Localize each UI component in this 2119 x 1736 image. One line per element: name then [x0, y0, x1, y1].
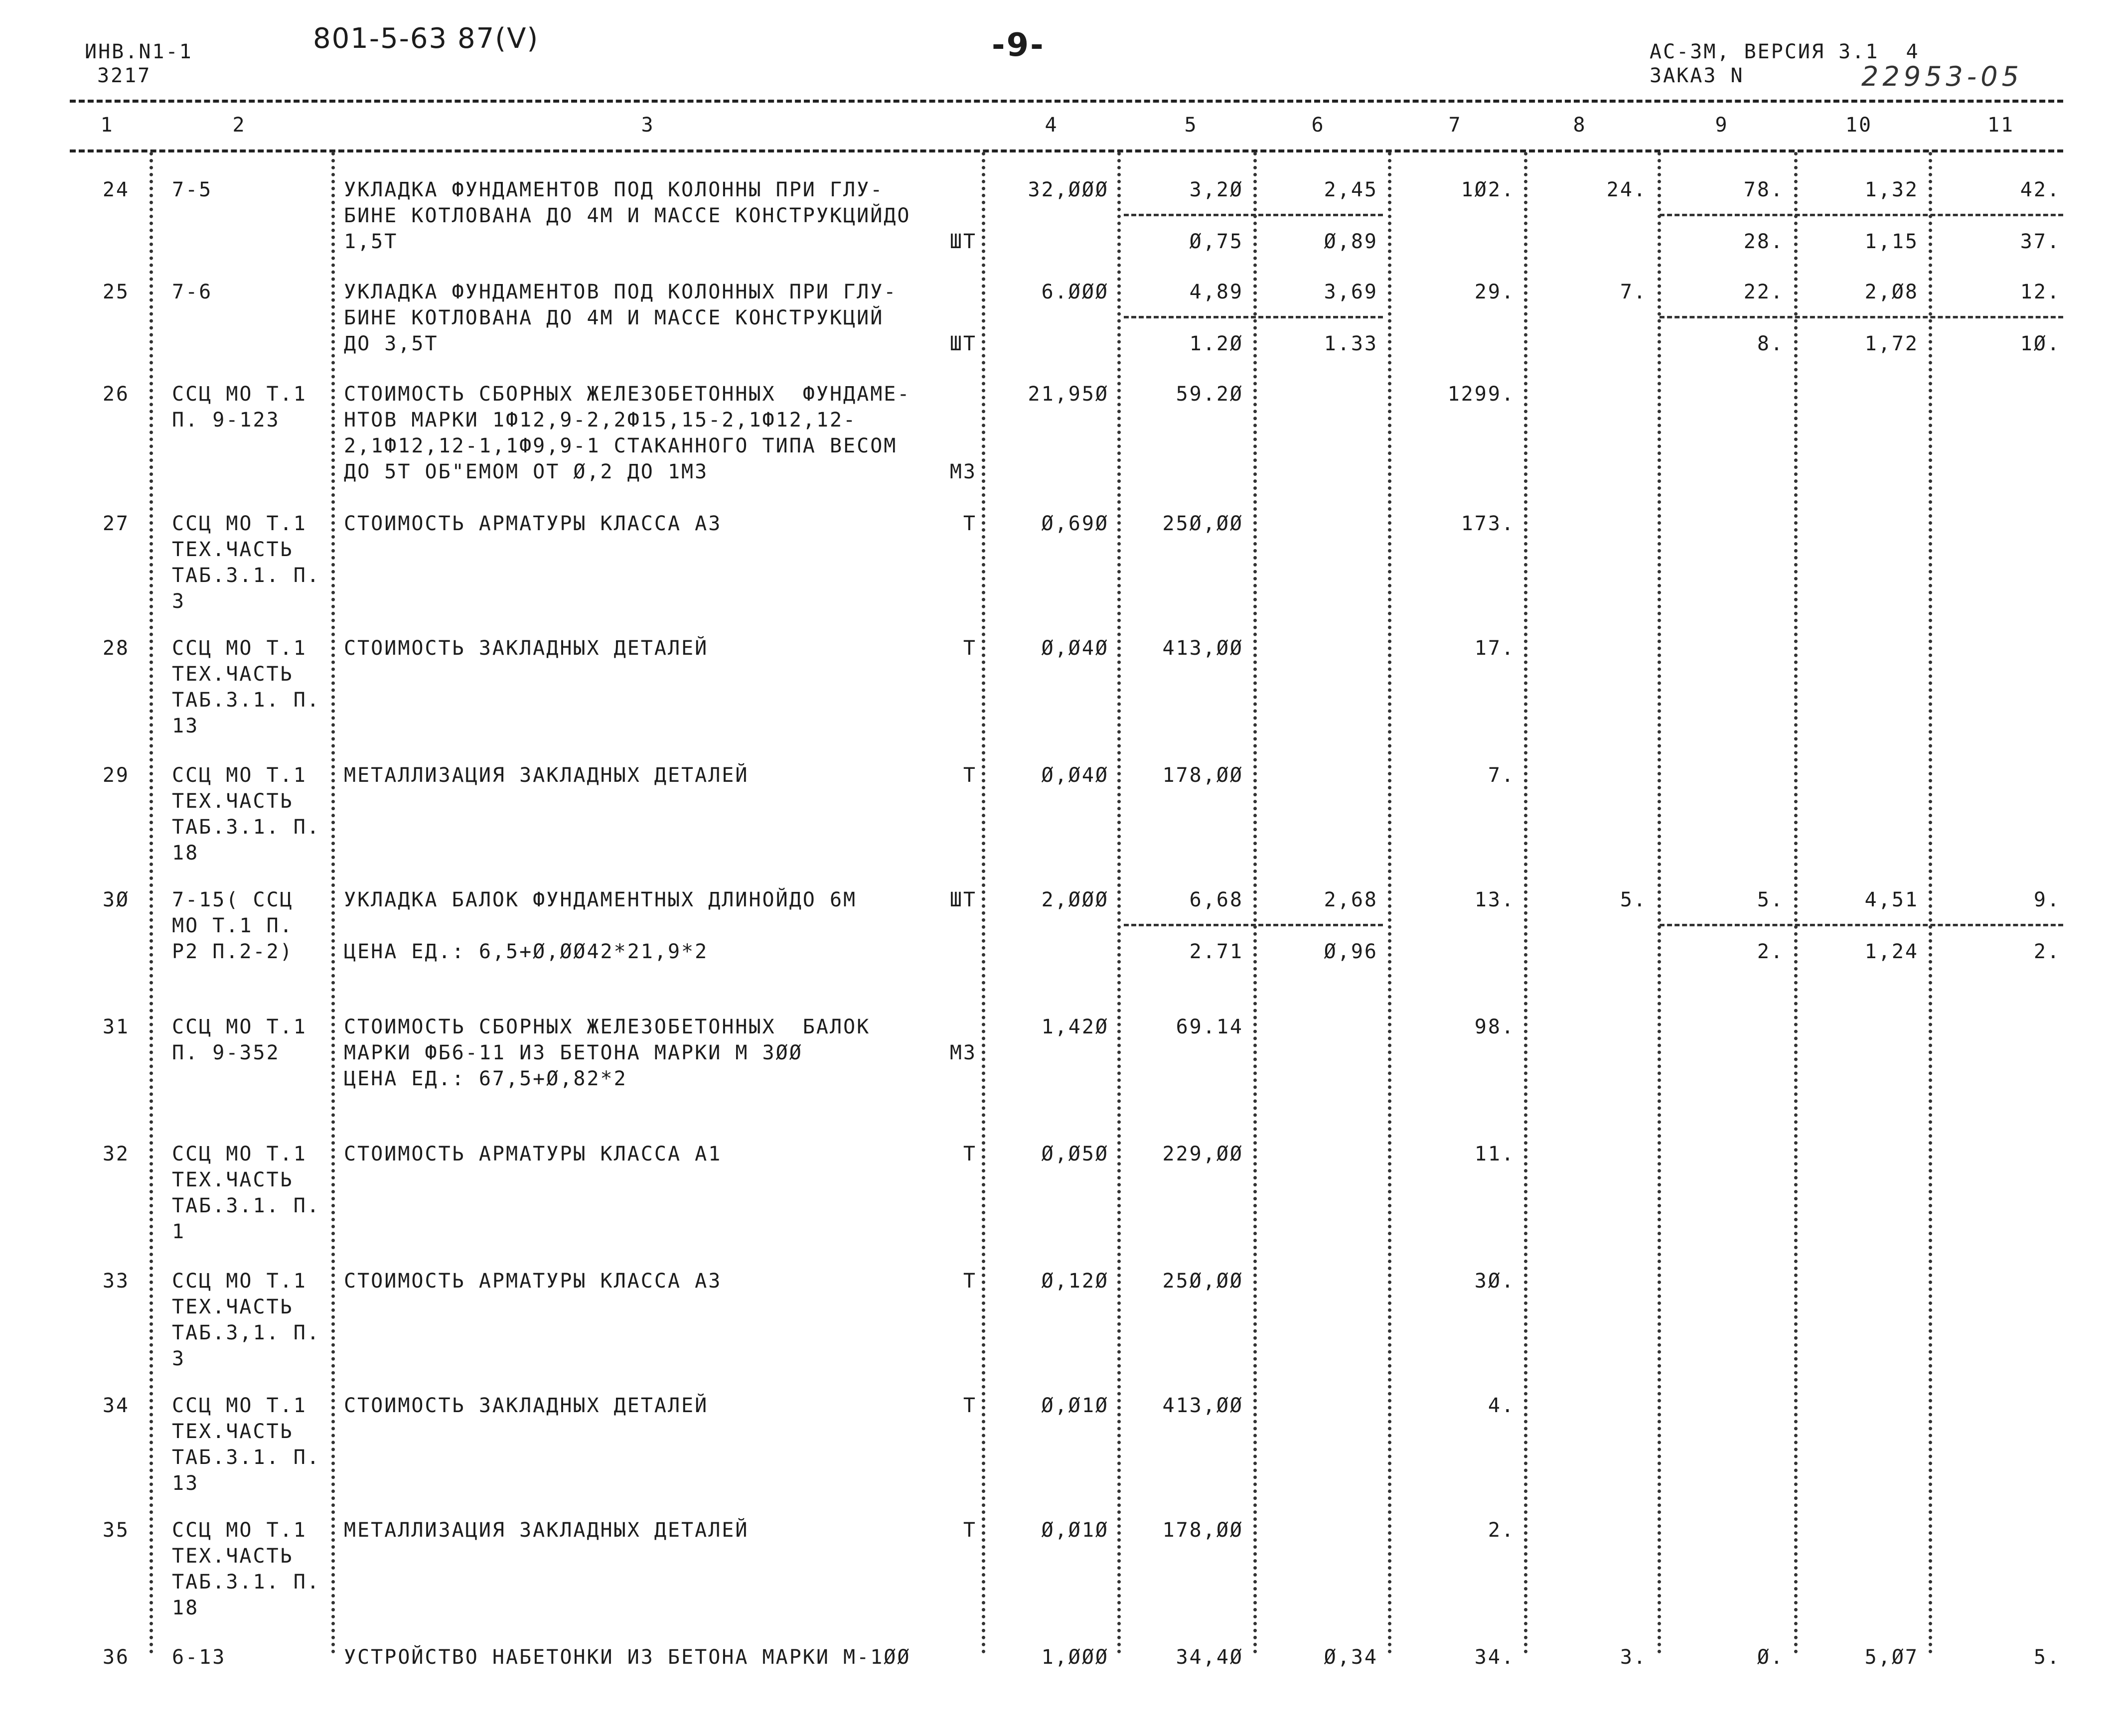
order-label: ЗАКАЗ N [1650, 64, 1744, 87]
column-header: 7 [1448, 114, 1462, 137]
cost-c6: 3,69 [1324, 281, 1378, 303]
cost-c5: 178,ØØ [1162, 764, 1243, 787]
work-description: МЕТАЛЛИЗАЦИЯ ЗАКЛАДНЫХ ДЕТАЛЕЙ [344, 764, 749, 787]
cost-c6: Ø,96 [1324, 940, 1378, 963]
cost-c9: 2. [1757, 940, 1784, 963]
wage-cost: 24. [1606, 178, 1647, 201]
total-cost: 3Ø. [1474, 1270, 1515, 1293]
order-number: 22953-05 [1861, 61, 2023, 92]
total-cost: 1299. [1447, 383, 1515, 406]
cost-c11: 9. [2033, 888, 2061, 911]
quantity: Ø,12Ø [1041, 1270, 1109, 1293]
wage-cost: 7. [1620, 281, 1647, 303]
row-number: 34 [102, 1394, 130, 1417]
row-number: 25 [102, 281, 130, 303]
column-divider [982, 152, 985, 1654]
work-description: УСТРОЙСТВО НАБЕТОНКИ ИЗ БЕТОНА МАРКИ М-1ØØ [344, 1646, 911, 1669]
total-cost: 1Ø2. [1461, 178, 1515, 201]
work-description: МЕТАЛЛИЗАЦИЯ ЗАКЛАДНЫХ ДЕТАЛЕЙ [344, 1519, 749, 1542]
norm-code: ТАБ.3.1. П. [172, 816, 320, 839]
quantity: 1,42Ø [1041, 1015, 1109, 1038]
unit-of-measure: Т [963, 512, 977, 535]
cost-c9: 8. [1757, 332, 1784, 355]
total-cost: 4. [1488, 1394, 1515, 1417]
norm-code: ССЦ МО Т.1 [172, 383, 307, 406]
row-number: 3Ø [102, 888, 130, 911]
column-header: 11 [1987, 114, 2015, 137]
norm-code: 7-15( ССЦ [172, 888, 294, 911]
cost-c10: 2,Ø8 [1864, 281, 1919, 303]
quantity: Ø,Ø1Ø [1041, 1394, 1109, 1417]
norm-code: ССЦ МО Т.1 [172, 512, 307, 535]
cost-c5: 229,ØØ [1162, 1143, 1243, 1165]
total-cost: 17. [1474, 637, 1515, 660]
norm-code: ССЦ МО Т.1 [172, 1519, 307, 1542]
norm-code: 7-5 [172, 178, 213, 201]
norm-code: 13 [172, 1472, 199, 1495]
header-rule-bottom [70, 149, 2063, 152]
norm-code: ТЕХ.ЧАСТЬ [172, 1296, 294, 1318]
unit-of-measure: ШТ [949, 230, 977, 253]
column-header: 2 [232, 114, 246, 137]
norm-code: П. 9-352 [172, 1041, 280, 1064]
norm-code: ССЦ МО Т.1 [172, 1015, 307, 1038]
cost-c11: 12. [2020, 281, 2061, 303]
norm-code: ТАБ.3.1. П. [172, 1446, 320, 1469]
unit-of-measure: Т [963, 637, 977, 660]
row-number: 33 [102, 1270, 130, 1293]
quantity: Ø,Ø4Ø [1041, 637, 1109, 660]
unit-of-measure: Т [963, 1270, 977, 1293]
column-divider [1253, 152, 1257, 1654]
cost-c5: 3,2Ø [1189, 178, 1243, 201]
cost-c5: 178,ØØ [1162, 1519, 1243, 1542]
column-divider [1388, 152, 1391, 1654]
cost-c9: 28. [1743, 230, 1784, 253]
norm-code: Р2 П.2-2) [172, 940, 294, 963]
column-divider [1929, 152, 1932, 1654]
cost-c6: 2,68 [1324, 888, 1378, 911]
norm-code: 1 [172, 1220, 186, 1243]
total-cost: 13. [1474, 888, 1515, 911]
cost-c11: 2. [2033, 940, 2061, 963]
cost-c5: 2.71 [1189, 940, 1243, 963]
unit-of-measure: М3 [949, 460, 977, 483]
work-description: СТОИМОСТЬ ЗАКЛАДНЫХ ДЕТАЛЕЙ [344, 637, 709, 660]
total-cost: 29. [1474, 281, 1515, 303]
work-description: НТОВ МАРКИ 1Ф12,9-2,2Ф15,15-2,1Ф12,12- [344, 409, 857, 432]
inventory-number: 3217 [97, 64, 151, 87]
column-header: 9 [1715, 114, 1729, 137]
unit-of-measure: ШТ [949, 332, 977, 355]
cell-split-line [1660, 316, 2063, 318]
work-description: БИНЕ КОТЛОВАНА ДО 4М И МАССЕ КОНСТРУКЦИЙДО [344, 204, 911, 227]
total-cost: 34. [1474, 1646, 1515, 1669]
cell-split-line [1124, 214, 1383, 216]
cost-c10: 4,51 [1864, 888, 1919, 911]
cost-c9: 78. [1743, 178, 1784, 201]
cell-split-line [1124, 924, 1383, 926]
work-description: МАРКИ ФБ6-11 ИЗ БЕТОНА МАРКИ М 3ØØ [344, 1041, 803, 1064]
cell-split-line [1660, 924, 2063, 926]
row-number: 32 [102, 1143, 130, 1165]
cost-c5: 1.2Ø [1189, 332, 1243, 355]
cost-c9: Ø. [1757, 1646, 1784, 1669]
norm-code: ТАБ.3.1. П. [172, 1571, 320, 1593]
norm-code: 3 [172, 590, 186, 613]
norm-code: ТАБ.3,1. П. [172, 1321, 320, 1344]
work-description: УКЛАДКА БАЛОК ФУНДАМЕНТНЫХ ДЛИНОЙДО 6М [344, 888, 857, 911]
quantity: 6.ØØØ [1041, 281, 1109, 303]
cost-c10: 1,32 [1864, 178, 1919, 201]
wage-cost: 3. [1620, 1646, 1647, 1669]
cost-c10: 5,Ø7 [1864, 1646, 1919, 1669]
norm-code: 18 [172, 1596, 199, 1619]
work-description: БИНЕ КОТЛОВАНА ДО 4М И МАССЕ КОНСТРУКЦИЙ [344, 306, 884, 329]
norm-code: ТАБ.3.1. П. [172, 564, 320, 587]
cost-c5: Ø,75 [1189, 230, 1243, 253]
cost-c6: 1.33 [1324, 332, 1378, 355]
column-divider [150, 152, 153, 1654]
cost-c11: 1Ø. [2020, 332, 2061, 355]
norm-code: ТЕХ.ЧАСТЬ [172, 538, 294, 561]
norm-code: ТЕХ.ЧАСТЬ [172, 663, 294, 686]
unit-of-measure: Т [963, 1394, 977, 1417]
cost-c6: 2,45 [1324, 178, 1378, 201]
cost-c11: 42. [2020, 178, 2061, 201]
cost-c5: 4,89 [1189, 281, 1243, 303]
norm-code: 3 [172, 1347, 186, 1370]
cost-c5: 413,ØØ [1162, 637, 1243, 660]
program-version: АС-3М, ВЕРСИЯ 3.1 4 [1650, 40, 1920, 63]
wage-cost: 5. [1620, 888, 1647, 911]
row-number: 35 [102, 1519, 130, 1542]
norm-code: ССЦ МО Т.1 [172, 637, 307, 660]
quantity: 1,ØØØ [1041, 1646, 1109, 1669]
work-description: СТОИМОСТЬ СБОРНЫХ ЖЕЛЕЗОБЕТОННЫХ ФУНДАМЕ- [344, 383, 911, 406]
column-header: 8 [1573, 114, 1587, 137]
norm-code: 18 [172, 842, 199, 865]
row-number: 26 [102, 383, 130, 406]
total-cost: 2. [1488, 1519, 1515, 1542]
work-description: СТОИМОСТЬ АРМАТУРЫ КЛАССА А3 [344, 1270, 722, 1293]
cost-c9: 22. [1743, 281, 1784, 303]
total-cost: 11. [1474, 1143, 1515, 1165]
cost-c5: 34,4Ø [1176, 1646, 1243, 1669]
norm-code: ССЦ МО Т.1 [172, 764, 307, 787]
total-cost: 7. [1488, 764, 1515, 787]
norm-code: ТЕХ.ЧАСТЬ [172, 790, 294, 813]
work-description: СТОИМОСТЬ АРМАТУРЫ КЛАССА А1 [344, 1143, 722, 1165]
column-divider [1658, 152, 1661, 1654]
cell-split-line [1660, 214, 2063, 216]
column-header: 4 [1045, 114, 1059, 137]
cost-c5: 59.2Ø [1176, 383, 1243, 406]
norm-code: 13 [172, 715, 199, 737]
unit-of-measure: Т [963, 1143, 977, 1165]
norm-code: ТЕХ.ЧАСТЬ [172, 1168, 294, 1191]
row-number: 28 [102, 637, 130, 660]
cost-c11: 5. [2033, 1646, 2061, 1669]
norm-code: П. 9-123 [172, 409, 280, 432]
column-header: 1 [100, 114, 114, 137]
project-code: 801-5-63 87(V) [313, 22, 539, 55]
work-description: 2,1Ф12,12-1,1Ф9,9-1 СТАКАННОГО ТИПА ВЕСОМ [344, 434, 898, 457]
norm-code: ССЦ МО Т.1 [172, 1394, 307, 1417]
inventory-label: ИНВ.N1-1 [85, 40, 193, 63]
quantity: 32,ØØØ [1028, 178, 1109, 201]
unit-of-measure: М3 [949, 1041, 977, 1064]
row-number: 31 [102, 1015, 130, 1038]
work-description: СТОИМОСТЬ ЗАКЛАДНЫХ ДЕТАЛЕЙ [344, 1394, 709, 1417]
column-divider [1524, 152, 1527, 1654]
norm-code: ТЕХ.ЧАСТЬ [172, 1545, 294, 1568]
cost-c5: 413,ØØ [1162, 1394, 1243, 1417]
column-header: 6 [1311, 114, 1325, 137]
norm-code: ТЕХ.ЧАСТЬ [172, 1420, 294, 1443]
norm-code: ССЦ МО Т.1 [172, 1270, 307, 1293]
cost-c10: 1,24 [1864, 940, 1919, 963]
norm-code: ТАБ.3.1. П. [172, 689, 320, 712]
column-header: 5 [1184, 114, 1198, 137]
unit-price-note: ЦЕНА ЕД.: 6,5+Ø,ØØ42*21,9*2 [344, 940, 709, 963]
work-description: 1,5Т [344, 230, 398, 253]
norm-code: 6-13 [172, 1646, 226, 1669]
total-cost: 98. [1474, 1015, 1515, 1038]
total-cost: 173. [1461, 512, 1515, 535]
column-header: 10 [1845, 114, 1873, 137]
work-description: СТОИМОСТЬ АРМАТУРЫ КЛАССА А3 [344, 512, 722, 535]
row-number: 24 [102, 178, 130, 201]
norm-code: ТАБ.3.1. П. [172, 1194, 320, 1217]
work-description: СТОИМОСТЬ СБОРНЫХ ЖЕЛЕЗОБЕТОННЫХ БАЛОК [344, 1015, 871, 1038]
cost-c5: 25Ø,ØØ [1162, 512, 1243, 535]
column-divider [331, 152, 335, 1654]
norm-code: 7-6 [172, 281, 213, 303]
cell-split-line [1124, 316, 1383, 318]
work-description: УКЛАДКА ФУНДАМЕНТОВ ПОД КОЛОННЫХ ПРИ ГЛУ- [344, 281, 898, 303]
cost-c10: 1,72 [1864, 332, 1919, 355]
norm-code: ССЦ МО Т.1 [172, 1143, 307, 1165]
unit-price-note: ЦЕНА ЕД.: 67,5+Ø,82*2 [344, 1067, 627, 1090]
row-number: 36 [102, 1646, 130, 1669]
quantity: 21,95Ø [1028, 383, 1109, 406]
quantity: Ø,Ø5Ø [1041, 1143, 1109, 1165]
unit-of-measure: Т [963, 764, 977, 787]
cost-c11: 37. [2020, 230, 2061, 253]
work-description: ДО 3,5Т [344, 332, 439, 355]
cost-c6: Ø,34 [1324, 1646, 1378, 1669]
row-number: 27 [102, 512, 130, 535]
cost-c10: 1,15 [1864, 230, 1919, 253]
quantity: 2,ØØØ [1041, 888, 1109, 911]
row-number: 29 [102, 764, 130, 787]
work-description: УКЛАДКА ФУНДАМЕНТОВ ПОД КОЛОННЫ ПРИ ГЛУ- [344, 178, 884, 201]
cost-c5: 69.14 [1176, 1015, 1243, 1038]
cost-c5: 25Ø,ØØ [1162, 1270, 1243, 1293]
work-description: ДО 5Т ОБ"ЕМОМ ОТ Ø,2 ДО 1М3 [344, 460, 709, 483]
quantity: Ø,Ø4Ø [1041, 764, 1109, 787]
unit-of-measure: ШТ [949, 888, 977, 911]
header-rule-top [70, 100, 2063, 103]
column-divider [1117, 152, 1121, 1654]
column-header: 3 [641, 114, 655, 137]
cost-c5: 6,68 [1189, 888, 1243, 911]
page-number: -9- [992, 27, 1045, 64]
quantity: Ø,69Ø [1041, 512, 1109, 535]
column-divider [1794, 152, 1798, 1654]
cost-c9: 5. [1757, 888, 1784, 911]
cost-c6: Ø,89 [1324, 230, 1378, 253]
unit-of-measure: Т [963, 1519, 977, 1542]
quantity: Ø,Ø1Ø [1041, 1519, 1109, 1542]
norm-code: МО Т.1 П. [172, 914, 294, 937]
